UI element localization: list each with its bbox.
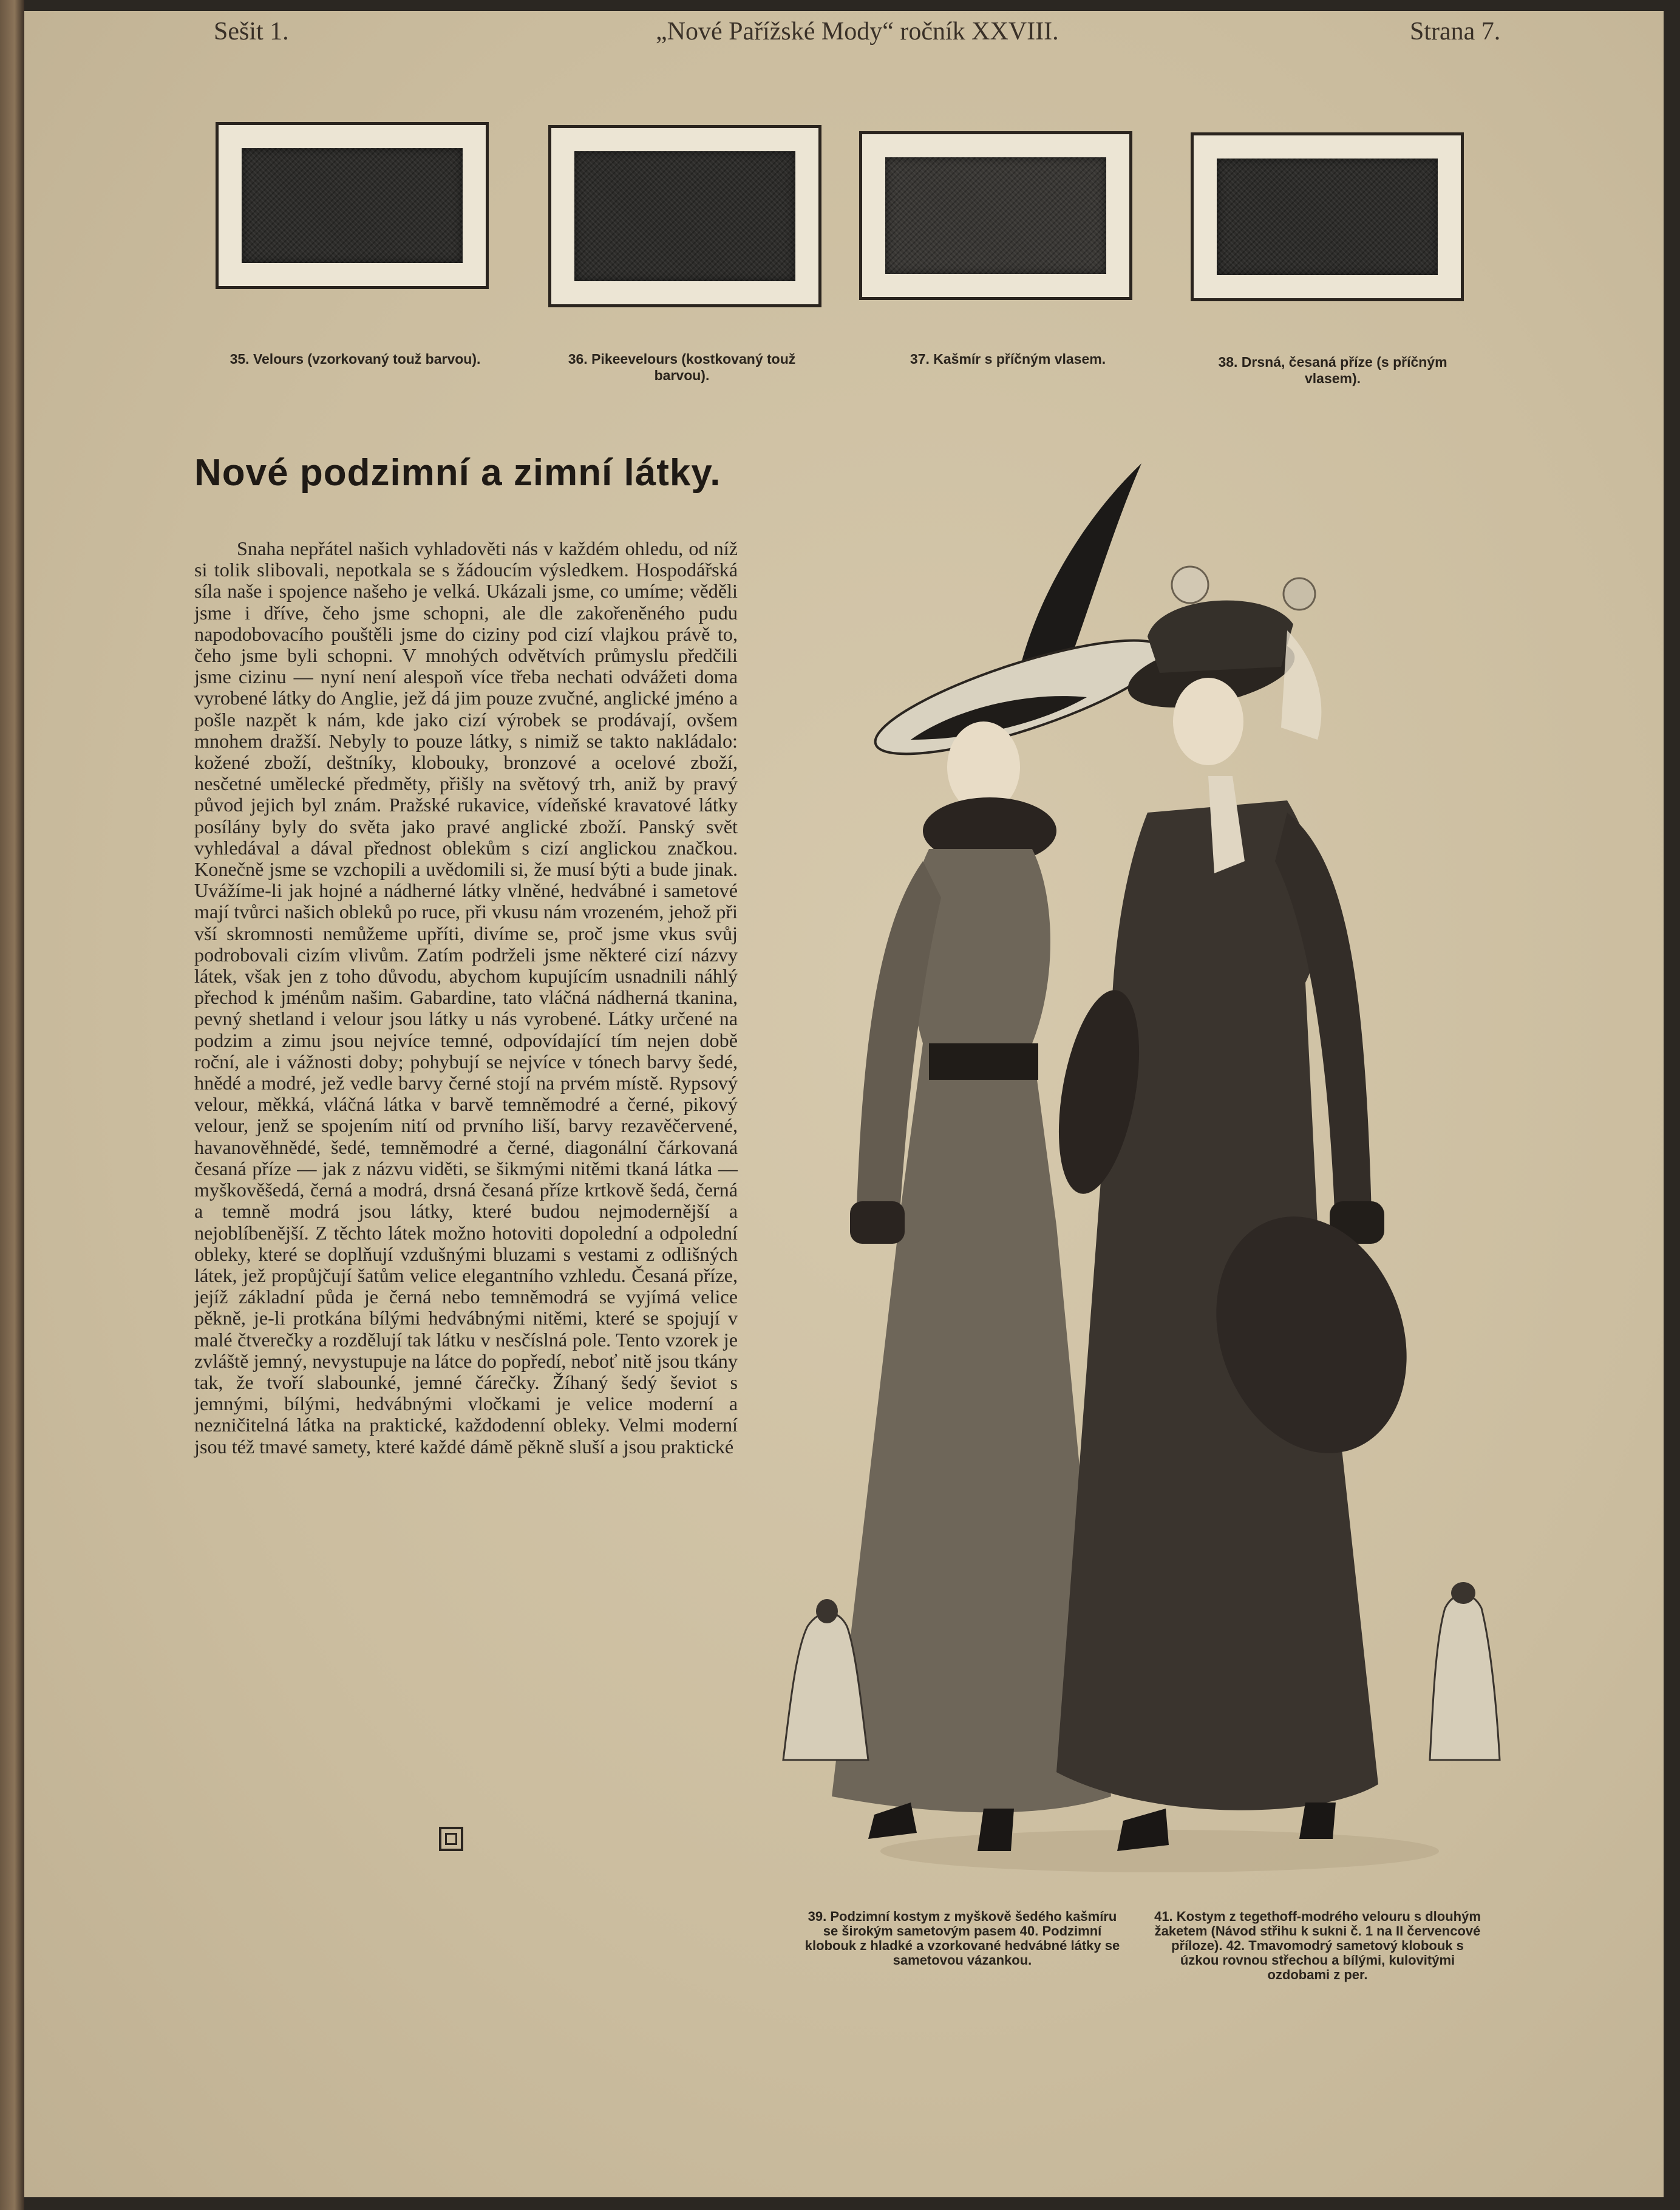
swatch-image xyxy=(885,157,1106,274)
end-of-article-mark xyxy=(439,1827,463,1851)
magazine-page xyxy=(24,11,1664,2197)
swatch-caption-37: 37. Kašmír s příčným vlasem. xyxy=(910,351,1106,367)
fashion-illustration xyxy=(771,436,1524,1906)
swatch-caption-35: 35. Velours (vzorkovaný touž barvou). xyxy=(230,351,481,367)
fabric-swatch-38 xyxy=(1191,132,1464,301)
figure-caption-41-42: 41. Kostym z tegethoff-modrého velouru s dlouhým žaketem (Návod střihu k sukni č. 1 na II červencové příloze). 42. Tmavomodrý sametový klobouk s úzkou rovnou střechou a bílými, kulovitými ozdobami z per. xyxy=(1154,1909,1481,1982)
swatch-image xyxy=(574,151,795,281)
swatch-caption-38: 38. Drsná, česaná příze (s příčným vlasem). xyxy=(1218,354,1447,386)
article-title: Nové podzimní a zimní látky. xyxy=(194,452,721,494)
swatch-image xyxy=(242,148,463,263)
section-label: Sešit 1. xyxy=(214,18,289,46)
figure-caption-39-40: 39. Podzimní kostym z myškově šedého kašmíru se širokým sametovým pasem 40. Podzimní klobouk z hladké a vzorkované hedvábné látky se sametovou vázankou. xyxy=(804,1909,1120,1968)
fabric-swatch-35 xyxy=(216,122,489,289)
fabric-swatch-36 xyxy=(548,125,821,307)
article-paragraph: Snaha nepřátel našich vyhladověti nás v každém ohledu, od níž si tolik slibovali, nepotkala se s žádoucím výsledkem. Hospodářská síla naše i spojence našeho je velká. Ukázali jsme, co umíme; věděli jsme i dříve, čeho jsme schopni, ale dle zakořeněného pudu napodobovacího pouštěli jsme do ciziny pod cizí vlajkou právě to, čeho jsme byli schopni. V mnohých odvětvích průmyslu předčili jsme cizinu — nyní není alespoň více třeba nechati odvážeti doma vyrobené látky do Anglie, jež dá jim pouze zvučné, anglické jméno a pošle nazpět k nám, kde jako cizí výrobek se prodávají, ovšem mnohem dražší. Nebyly to pouze látky, s nimiž se takto nakládalo: kožené zboží, deštníky, klobouky, bronzové a ocelové zboží, nesčetné umělecké předměty, přišly na světový trh, aniž by pravý původ jejich byl znám. Pražské rukavice, vídeňské kravatové látky posílány byly do světa jako pravé anglické zboží. Panský svět vyhledával a dával přednost oblekům s cizí anglickou značkou. Konečně jsme se vzchopili a uvědomili si, že musí býti a bude jinak. Uvážíme-li jak hojné a nádherné látky vlněné, hedvábné i sametové mají tvůrci našich obleků po ruce, při vkusu nám vrozeném, jehož při vší skromnosti nemůžeme upříti, divíme se, proč jsme vkus svůj podrobovali cizím vlivům. Zatím podrželi jsme některé cizí názvy látek, však jen z toho důvodu, abychom kupujícím usnadnili náhlý přechod k jménům našim. Gabardine, tato vláčná nádherná tkanina, pevný shetland i velour jsou látky u nás vyrobené. Látky určené na podzim a zimu jsou nejvíce temné, odpovídající tím nejen době roční, ale i vážnosti doby; pohybují se nejvíce v tónech barvy šedé, hnědé a modré, jež vedle barvy černé stojí na prvém místě. Rypsový velour, měkká, vláčná látka v barvě temněmodré a černé, pikový velour, jenž se spojením nití od prvního liší, barvy rezavěčervené, havanověhnědé, šedé, temněmodré a černé, diagonální čárkovaná česaná příze — jak z názvu viděti, se šikmými nitěmi tkaná látka — myškověšedá, černá a modrá, drsná česaná příze krtkově šedá, černá a temně modrá jsou látky, které budou nejmodernější a nejoblíbenější. Z těchto látek možno hotoviti dopolední a odpolední obleky, které se doplňují vzdušnými bluzami s vestami z odlišných látek, jež propůjčují šatům velice elegantního vzhledu. Česaná příze, jejíž základní půda je černá nebo temněmodrá se vyjímá velice pěkně, je-li protkána bílými hedvábnými nitěmi, které se spojují v malé čtverečky a rozdělují tak látku v nesčíslná pole. Tento vzorek je zvláště jemný, nevystupuje na látce do popředí, neboť nitě jsou tkány tak, že tvoří slabounké, jemné čárečky. Žíhaný šedý ševiot s jemnými, bílými, hedvábnými vločkami je velice moderní a nezničitelná látka na praktické, každodenní obleky. Velmi moderní jsou též tmavé samety, které každé dámě pěkně sluší a jsou praktické xyxy=(194,537,738,1458)
binding-edge xyxy=(0,0,24,2210)
swatch-caption-36: 36. Pikeevelours (kostkovaný touž barvou). xyxy=(568,351,796,383)
page-number: Strana 7. xyxy=(1410,18,1501,46)
fabric-swatch-37 xyxy=(859,131,1132,300)
article-body xyxy=(194,538,738,1458)
running-title: „Nové Pařížské Mody“ ročník XXVIII. xyxy=(656,18,1059,46)
swatch-image xyxy=(1217,159,1438,275)
